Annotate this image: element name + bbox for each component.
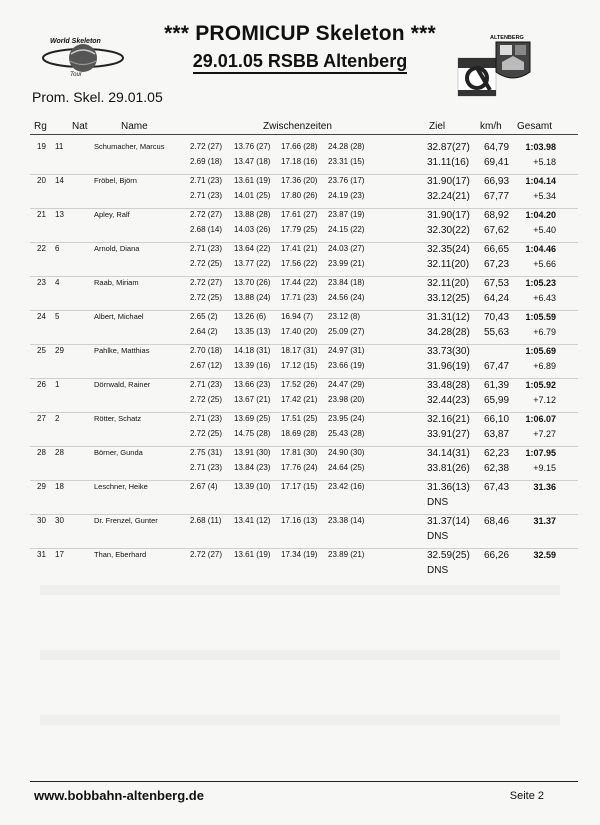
split-time-3: 17.44 (22)	[281, 278, 318, 287]
athlete-name: Pahlke, Matthias	[94, 346, 150, 355]
run1-speed: 66,93	[484, 176, 510, 187]
run1-speed: 70,43	[484, 312, 510, 323]
split-time-1: 2.72 (25)	[190, 293, 223, 302]
nat-cell: 6	[55, 244, 60, 253]
bobbahn-logo	[458, 58, 496, 96]
split-time-1: 2.68 (14)	[190, 225, 223, 234]
split-time-2: 13.88 (24)	[234, 293, 271, 302]
row-divider	[30, 446, 578, 447]
run2-finish-time: 33.81(26)	[427, 463, 470, 474]
split-time-4: 25.43 (28)	[328, 429, 365, 438]
split-time-1: 2.67 (4)	[190, 482, 218, 491]
split-time-3: 18.17 (31)	[281, 346, 318, 355]
run1-speed: 67,53	[484, 278, 510, 289]
time-behind: +7.12	[533, 395, 556, 405]
rank-cell: 21	[37, 210, 46, 219]
rank-cell: 26	[37, 380, 46, 389]
split-time-4: 23.76 (17)	[328, 176, 365, 185]
run2-finish-time: 31.96(19)	[427, 361, 470, 372]
col-gesamt: Gesamt	[517, 121, 553, 132]
row-divider	[30, 208, 578, 209]
run1-speed: 66,26	[484, 550, 510, 561]
run1-speed: 68,46	[484, 516, 510, 527]
split-time-1: 2.70 (18)	[190, 346, 223, 355]
split-time-2: 13.41 (12)	[234, 516, 271, 525]
split-time-2: 13.35 (13)	[234, 327, 271, 336]
time-behind: +5.18	[533, 157, 556, 167]
split-time-1: 2.71 (23)	[190, 244, 223, 253]
nat-cell: 17	[55, 550, 64, 559]
split-time-2: 13.67 (21)	[234, 395, 271, 404]
split-time-3: 17.40 (20)	[281, 327, 318, 336]
split-time-4: 24.15 (22)	[328, 225, 365, 234]
race-name: Prom. Skel. 29.01.05	[32, 89, 163, 105]
split-time-4: 23.66 (19)	[328, 361, 365, 370]
run1-speed: 61,39	[484, 380, 510, 391]
row-divider	[30, 480, 578, 481]
row-divider	[30, 276, 578, 277]
col-name: Name	[121, 121, 148, 132]
logo-left-line1: World Skeleton	[50, 38, 101, 45]
split-time-2: 13.64 (22)	[234, 244, 271, 253]
split-time-4: 23.38 (14)	[328, 516, 365, 525]
total-time: 1:04.46	[525, 244, 556, 254]
split-time-4: 24.64 (25)	[328, 463, 365, 472]
subtitle-text: 29.01.05 RSBB Altenberg	[193, 51, 407, 74]
split-time-1: 2.72 (25)	[190, 429, 223, 438]
split-time-2: 14.01 (25)	[234, 191, 271, 200]
table-row	[0, 550, 600, 584]
split-time-2: 13.26 (6)	[234, 312, 267, 321]
run1-speed: 68,92	[484, 210, 510, 221]
split-time-1: 2.65 (2)	[190, 312, 218, 321]
run1-finish-time: 32.16(21)	[427, 414, 470, 425]
run2-speed: 67,47	[484, 361, 510, 372]
athlete-name: Albert, Michael	[94, 312, 144, 321]
nat-cell: 13	[55, 210, 64, 219]
run2-finish-time: 32.30(22)	[427, 225, 470, 236]
total-time: 1:05.59	[525, 312, 556, 322]
split-time-1: 2.69 (18)	[190, 157, 223, 166]
run2-speed: 64,24	[484, 293, 510, 304]
total-time: 31.36	[533, 482, 556, 492]
run2-finish-time: 32.24(21)	[427, 191, 470, 202]
athlete-name: Börner, Gunda	[94, 448, 143, 457]
split-time-4: 23.42 (16)	[328, 482, 365, 491]
col-nat: Nat	[72, 121, 88, 132]
split-time-4: 24.47 (29)	[328, 380, 365, 389]
split-time-4: 23.12 (8)	[328, 312, 361, 321]
split-time-3: 17.41 (21)	[281, 244, 318, 253]
run2-speed: 65,99	[484, 395, 510, 406]
table-row	[0, 516, 600, 550]
run2-finish-time: 33.91(27)	[427, 429, 470, 440]
faded-residue	[40, 650, 560, 660]
rank-cell: 27	[37, 414, 46, 423]
faded-residue	[40, 715, 560, 725]
page-title: *** PROMICUP Skeleton ***	[164, 22, 436, 45]
col-kmh: km/h	[480, 121, 502, 132]
athlete-name: Rötter, Schatz	[94, 414, 142, 423]
split-time-2: 13.39 (10)	[234, 482, 271, 491]
run2-finish-time: 33.12(25)	[427, 293, 470, 304]
split-time-3: 17.66 (28)	[281, 142, 318, 151]
split-time-2: 13.69 (25)	[234, 414, 271, 423]
split-time-3: 17.51 (25)	[281, 414, 318, 423]
split-time-1: 2.64 (2)	[190, 327, 218, 336]
time-behind: +6.43	[533, 293, 556, 303]
split-time-4: 24.56 (24)	[328, 293, 365, 302]
total-time: 31.37	[533, 516, 556, 526]
total-time: 1:04.20	[525, 210, 556, 220]
table-row	[0, 380, 600, 414]
athlete-name: Arnold, Diana	[94, 244, 140, 253]
split-time-3: 17.61 (27)	[281, 210, 318, 219]
split-time-2: 13.61 (19)	[234, 550, 271, 559]
split-time-4: 23.89 (21)	[328, 550, 365, 559]
split-time-2: 14.75 (28)	[234, 429, 271, 438]
row-divider	[30, 174, 578, 175]
row-divider	[30, 412, 578, 413]
run1-speed: 66,65	[484, 244, 510, 255]
split-time-1: 2.68 (11)	[190, 516, 222, 525]
run1-finish-time: 31.90(17)	[427, 210, 470, 221]
split-time-1: 2.72 (27)	[190, 278, 223, 287]
row-divider	[30, 548, 578, 549]
total-time: 1:07.95	[525, 448, 556, 458]
coat-of-arms	[490, 35, 530, 78]
time-behind: +5.66	[533, 259, 556, 269]
run1-finish-time: 32.59(25)	[427, 550, 470, 561]
split-time-4: 23.31 (15)	[328, 157, 365, 166]
time-behind: +7.27	[533, 429, 556, 439]
nat-cell: 14	[55, 176, 64, 185]
run1-finish-time: 32.87(27)	[427, 142, 470, 153]
split-time-3: 17.17 (15)	[281, 482, 318, 491]
run2-speed: 55,63	[484, 327, 510, 338]
rank-cell: 31	[37, 550, 46, 559]
coat-of-arms-label: ALTENBERG	[490, 35, 524, 41]
run2-finish-time: DNS	[427, 497, 449, 508]
run2-speed: 62,38	[484, 463, 510, 474]
split-time-2: 13.61 (19)	[234, 176, 271, 185]
split-time-4: 23.95 (24)	[328, 414, 365, 423]
split-time-1: 2.71 (23)	[190, 176, 223, 185]
table-row	[0, 312, 600, 346]
split-time-1: 2.71 (23)	[190, 191, 223, 200]
time-behind: +6.89	[533, 361, 556, 371]
split-time-2: 13.47 (18)	[234, 157, 271, 166]
split-time-4: 24.90 (30)	[328, 448, 365, 457]
split-time-4: 23.98 (20)	[328, 395, 365, 404]
row-divider	[30, 378, 578, 379]
split-time-3: 17.52 (26)	[281, 380, 318, 389]
run1-finish-time: 32.35(24)	[427, 244, 470, 255]
athlete-name: Fröbel, Björn	[94, 176, 137, 185]
time-behind: +6.79	[533, 327, 556, 337]
run2-finish-time: 32.11(20)	[427, 259, 470, 270]
rank-cell: 25	[37, 346, 46, 355]
split-time-1: 2.72 (25)	[190, 395, 223, 404]
run1-speed: 66,10	[484, 414, 510, 425]
row-divider	[30, 310, 578, 311]
rank-cell: 24	[37, 312, 46, 321]
nat-cell: 30	[55, 516, 64, 525]
split-time-2: 14.03 (26)	[234, 225, 271, 234]
split-time-2: 13.77 (22)	[234, 259, 271, 268]
total-time: 1:04.14	[525, 176, 556, 186]
rank-cell: 20	[37, 176, 46, 185]
total-time: 1:05.23	[525, 278, 556, 288]
split-time-4: 24.97 (31)	[328, 346, 365, 355]
rank-cell: 28	[37, 448, 46, 457]
split-time-1: 2.67 (12)	[190, 361, 223, 370]
run1-finish-time: 31.31(12)	[427, 312, 470, 323]
split-time-4: 24.19 (23)	[328, 191, 365, 200]
rank-cell: 23	[37, 278, 46, 287]
split-time-2: 13.66 (23)	[234, 380, 271, 389]
run2-finish-time: DNS	[427, 565, 449, 576]
athlete-name: Schumacher, Marcus	[94, 142, 165, 151]
athlete-name: Leschner, Heike	[94, 482, 148, 491]
total-time: 32.59	[533, 550, 556, 560]
split-time-4: 25.09 (27)	[328, 327, 365, 336]
split-time-2: 13.39 (16)	[234, 361, 271, 370]
rank-cell: 19	[37, 142, 46, 151]
run2-finish-time: 31.11(16)	[427, 157, 470, 168]
split-time-2: 13.76 (27)	[234, 142, 271, 151]
run1-finish-time: 31.90(17)	[427, 176, 470, 187]
table-row	[0, 278, 600, 312]
split-time-1: 2.71 (23)	[190, 463, 223, 472]
run1-speed: 67,43	[484, 482, 510, 493]
table-row	[0, 210, 600, 244]
split-time-1: 2.71 (23)	[190, 380, 223, 389]
nat-cell: 29	[55, 346, 64, 355]
split-time-2: 14.18 (31)	[234, 346, 271, 355]
faded-residue	[40, 585, 560, 595]
table-row	[0, 244, 600, 278]
run1-speed: 64,79	[484, 142, 510, 153]
row-divider	[30, 242, 578, 243]
total-time: 1:05.69	[525, 346, 556, 356]
split-time-3: 18.69 (28)	[281, 429, 318, 438]
athlete-name: Apley, Ralf	[94, 210, 130, 219]
nat-cell: 11	[55, 142, 64, 151]
split-time-1: 2.72 (27)	[190, 550, 223, 559]
split-time-2: 13.84 (23)	[234, 463, 271, 472]
rank-cell: 22	[37, 244, 46, 253]
split-time-3: 17.34 (19)	[281, 550, 318, 559]
split-time-1: 2.72 (25)	[190, 259, 223, 268]
run2-speed: 67,62	[484, 225, 510, 236]
time-behind: +9.15	[533, 463, 556, 473]
run2-speed: 67,23	[484, 259, 510, 270]
footer-url[interactable]: www.bobbahn-altenberg.de	[34, 788, 204, 803]
split-time-4: 23.99 (21)	[328, 259, 365, 268]
col-rg: Rg	[34, 121, 47, 132]
split-time-3: 17.42 (21)	[281, 395, 318, 404]
split-time-3: 17.18 (16)	[281, 157, 318, 166]
altenberg-logos	[456, 32, 536, 102]
table-row	[0, 448, 600, 482]
split-time-2: 13.91 (30)	[234, 448, 271, 457]
row-divider	[30, 514, 578, 515]
split-time-4: 24.28 (28)	[328, 142, 365, 151]
row-divider	[30, 344, 578, 345]
split-time-1: 2.72 (27)	[190, 142, 223, 151]
table-row	[0, 482, 600, 516]
split-time-3: 17.71 (23)	[281, 293, 318, 302]
run2-speed: 63,87	[484, 429, 510, 440]
table-row	[0, 414, 600, 448]
run2-speed: 67,77	[484, 191, 510, 202]
run2-speed: 69,41	[484, 157, 510, 168]
run1-finish-time: 33.48(28)	[427, 380, 470, 391]
total-time: 1:06.07	[525, 414, 556, 424]
split-time-2: 13.88 (28)	[234, 210, 271, 219]
nat-cell: 2	[55, 414, 60, 423]
athlete-name: Than, Eberhard	[94, 550, 147, 559]
rank-cell: 29	[37, 482, 46, 491]
table-row	[0, 142, 600, 176]
split-time-3: 17.36 (20)	[281, 176, 318, 185]
run1-finish-time: 31.36(13)	[427, 482, 470, 493]
logo-left-line2: Tour	[70, 72, 82, 78]
page-number: Seite 2	[509, 790, 544, 802]
split-time-4: 23.87 (19)	[328, 210, 365, 219]
footer-divider	[30, 781, 578, 782]
split-time-3: 17.76 (24)	[281, 463, 318, 472]
split-time-2: 13.70 (26)	[234, 278, 271, 287]
athlete-name: Dörrwald, Rainer	[94, 380, 151, 389]
run1-speed: 62,23	[484, 448, 510, 459]
col-splits: Zwischenzeiten	[263, 121, 332, 132]
split-time-3: 16.94 (7)	[281, 312, 314, 321]
table-row	[0, 346, 600, 380]
run2-finish-time: 32.44(23)	[427, 395, 470, 406]
split-time-4: 23.84 (18)	[328, 278, 365, 287]
table-row	[0, 176, 600, 210]
nat-cell: 28	[55, 448, 64, 457]
run2-finish-time: 34.28(28)	[427, 327, 470, 338]
split-time-3: 17.16 (13)	[281, 516, 318, 525]
nat-cell: 18	[55, 482, 64, 491]
split-time-1: 2.72 (27)	[190, 210, 223, 219]
split-time-3: 17.80 (26)	[281, 191, 318, 200]
split-time-1: 2.71 (23)	[190, 414, 223, 423]
split-time-3: 17.81 (30)	[281, 448, 318, 457]
run1-finish-time: 34.14(31)	[427, 448, 470, 459]
total-time: 1:05.92	[525, 380, 556, 390]
run1-finish-time: 31.37(14)	[427, 516, 470, 527]
split-time-3: 17.56 (22)	[281, 259, 318, 268]
split-time-3: 17.12 (15)	[281, 361, 318, 370]
header-divider	[30, 134, 578, 135]
athlete-name: Raab, Miriam	[94, 278, 139, 287]
run1-finish-time: 32.11(20)	[427, 278, 470, 289]
nat-cell: 5	[55, 312, 60, 321]
run1-finish-time: 33.73(30)	[427, 346, 470, 357]
time-behind: +5.34	[533, 191, 556, 201]
run2-finish-time: DNS	[427, 531, 449, 542]
split-time-3: 17.79 (25)	[281, 225, 318, 234]
nat-cell: 4	[55, 278, 60, 287]
split-time-4: 24.03 (27)	[328, 244, 365, 253]
col-ziel: Ziel	[429, 121, 446, 132]
time-behind: +5.40	[533, 225, 556, 235]
nat-cell: 1	[55, 380, 60, 389]
total-time: 1:03.98	[525, 142, 556, 152]
split-time-1: 2.75 (31)	[190, 448, 223, 457]
rank-cell: 30	[37, 516, 46, 525]
athlete-name: Dr. Frenzel, Gunter	[94, 516, 158, 525]
